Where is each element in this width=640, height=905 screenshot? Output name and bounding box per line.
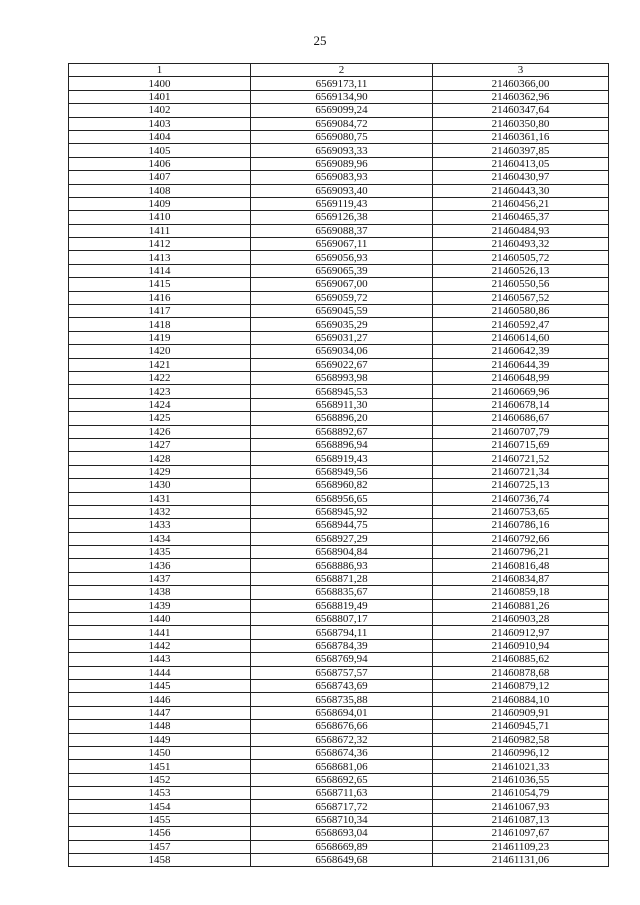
table-row: [69, 398, 609, 411]
cell-point-number: 1445: [69, 679, 251, 692]
table-row: [69, 211, 609, 224]
cell-x-coordinate: 6569034,06: [251, 345, 433, 358]
column-header-x: 2: [251, 64, 433, 77]
cell-point-number: 1443: [69, 653, 251, 666]
cell-y-coordinate: 21460505,72: [433, 251, 609, 264]
table-row: [69, 519, 609, 532]
table-row: [69, 827, 609, 840]
cell-y-coordinate: 21460881,26: [433, 599, 609, 612]
cell-point-number: 1436: [69, 559, 251, 572]
table-row: [69, 438, 609, 451]
cell-y-coordinate: 21460834,87: [433, 572, 609, 585]
cell-x-coordinate: 6568710,34: [251, 813, 433, 826]
table-row: [69, 746, 609, 759]
cell-point-number: 1414: [69, 264, 251, 277]
cell-point-number: 1425: [69, 412, 251, 425]
cell-point-number: 1456: [69, 827, 251, 840]
cell-point-number: 1407: [69, 171, 251, 184]
cell-y-coordinate: 21460885,62: [433, 653, 609, 666]
column-header-y: 3: [433, 64, 609, 77]
cell-point-number: 1401: [69, 90, 251, 103]
cell-y-coordinate: 21460909,91: [433, 706, 609, 719]
table-row: [69, 800, 609, 813]
cell-y-coordinate: 21461021,33: [433, 760, 609, 773]
cell-y-coordinate: 21460443,30: [433, 184, 609, 197]
cell-x-coordinate: 6568692,65: [251, 773, 433, 786]
cell-x-coordinate: 6568819,49: [251, 599, 433, 612]
cell-point-number: 1417: [69, 305, 251, 318]
table-row: [69, 331, 609, 344]
cell-point-number: 1423: [69, 385, 251, 398]
cell-y-coordinate: 21460465,37: [433, 211, 609, 224]
cell-y-coordinate: 21460350,80: [433, 117, 609, 130]
cell-x-coordinate: 6568892,67: [251, 425, 433, 438]
table-row: [69, 559, 609, 572]
cell-point-number: 1406: [69, 157, 251, 170]
cell-y-coordinate: 21460859,18: [433, 586, 609, 599]
cell-y-coordinate: 21460669,96: [433, 385, 609, 398]
table-row: [69, 184, 609, 197]
table-row: [69, 171, 609, 184]
table-row: [69, 854, 609, 867]
table-row: [69, 666, 609, 679]
table-row: [69, 840, 609, 853]
cell-x-coordinate: 6568717,72: [251, 800, 433, 813]
table-row: [69, 130, 609, 143]
cell-y-coordinate: 21460792,66: [433, 532, 609, 545]
cell-x-coordinate: 6569080,75: [251, 130, 433, 143]
table-row: [69, 492, 609, 505]
cell-x-coordinate: 6569093,40: [251, 184, 433, 197]
cell-y-coordinate: 21460903,28: [433, 613, 609, 626]
table-row: [69, 813, 609, 826]
cell-point-number: 1421: [69, 358, 251, 371]
cell-point-number: 1451: [69, 760, 251, 773]
cell-point-number: 1429: [69, 465, 251, 478]
cell-point-number: 1437: [69, 572, 251, 585]
table-row: [69, 599, 609, 612]
table-row: [69, 586, 609, 599]
table-row: [69, 626, 609, 639]
cell-y-coordinate: 21460580,86: [433, 305, 609, 318]
cell-x-coordinate: 6568807,17: [251, 613, 433, 626]
cell-point-number: 1424: [69, 398, 251, 411]
table-row: [69, 144, 609, 157]
cell-x-coordinate: 6568674,36: [251, 746, 433, 759]
cell-y-coordinate: 21460786,16: [433, 519, 609, 532]
cell-y-coordinate: 21460362,96: [433, 90, 609, 103]
table-row: [69, 318, 609, 331]
cell-point-number: 1400: [69, 77, 251, 90]
cell-point-number: 1426: [69, 425, 251, 438]
cell-x-coordinate: 6568949,56: [251, 465, 433, 478]
table-row: [69, 572, 609, 585]
cell-y-coordinate: 21460614,60: [433, 331, 609, 344]
cell-point-number: 1405: [69, 144, 251, 157]
cell-y-coordinate: 21460721,52: [433, 452, 609, 465]
cell-y-coordinate: 21460945,71: [433, 720, 609, 733]
cell-y-coordinate: 21460996,12: [433, 746, 609, 759]
cell-y-coordinate: 21460910,94: [433, 639, 609, 652]
cell-x-coordinate: 6568669,89: [251, 840, 433, 853]
table-row: [69, 77, 609, 90]
cell-point-number: 1419: [69, 331, 251, 344]
cell-x-coordinate: 6569067,11: [251, 238, 433, 251]
cell-x-coordinate: 6569067,00: [251, 278, 433, 291]
cell-x-coordinate: 6569059,72: [251, 291, 433, 304]
cell-x-coordinate: 6569035,29: [251, 318, 433, 331]
cell-x-coordinate: 6568896,94: [251, 438, 433, 451]
cell-x-coordinate: 6568676,66: [251, 720, 433, 733]
page-number: 25: [313, 33, 327, 48]
cell-y-coordinate: 21460721,34: [433, 465, 609, 478]
cell-x-coordinate: 6568871,28: [251, 572, 433, 585]
cell-y-coordinate: 21460678,14: [433, 398, 609, 411]
cell-x-coordinate: 6569089,96: [251, 157, 433, 170]
cell-x-coordinate: 6568919,43: [251, 452, 433, 465]
table-row: [69, 371, 609, 384]
cell-point-number: 1435: [69, 546, 251, 559]
table-row: [69, 104, 609, 117]
cell-y-coordinate: 21460644,39: [433, 358, 609, 371]
column-header-point-number: 1: [69, 64, 251, 77]
table-row: [69, 465, 609, 478]
cell-point-number: 1446: [69, 693, 251, 706]
table-row: [69, 706, 609, 719]
table-row: [69, 425, 609, 438]
cell-point-number: 1454: [69, 800, 251, 813]
cell-point-number: 1408: [69, 184, 251, 197]
cell-x-coordinate: 6568649,68: [251, 854, 433, 867]
table-row: [69, 546, 609, 559]
cell-x-coordinate: 6568784,39: [251, 639, 433, 652]
cell-point-number: 1452: [69, 773, 251, 786]
cell-y-coordinate: 21460567,52: [433, 291, 609, 304]
cell-point-number: 1415: [69, 278, 251, 291]
table-row: [69, 90, 609, 103]
table-body: [69, 77, 609, 867]
coordinates-table: [68, 63, 609, 867]
cell-x-coordinate: 6568944,75: [251, 519, 433, 532]
table-row: [69, 358, 609, 371]
cell-y-coordinate: 21460493,32: [433, 238, 609, 251]
table-row: [69, 157, 609, 170]
table-row: [69, 452, 609, 465]
cell-point-number: 1416: [69, 291, 251, 304]
cell-y-coordinate: 21460982,58: [433, 733, 609, 746]
table-header-row: [69, 64, 609, 77]
cell-point-number: 1431: [69, 492, 251, 505]
cell-y-coordinate: 21460816,48: [433, 559, 609, 572]
cell-y-coordinate: 21460550,56: [433, 278, 609, 291]
cell-point-number: 1457: [69, 840, 251, 853]
table-row: [69, 613, 609, 626]
cell-point-number: 1439: [69, 599, 251, 612]
cell-y-coordinate: 21460736,74: [433, 492, 609, 505]
cell-y-coordinate: 21460879,12: [433, 679, 609, 692]
table-row: [69, 385, 609, 398]
cell-point-number: 1455: [69, 813, 251, 826]
cell-point-number: 1418: [69, 318, 251, 331]
cell-point-number: 1420: [69, 345, 251, 358]
table-row: [69, 305, 609, 318]
table-row: [69, 479, 609, 492]
cell-x-coordinate: 6568794,11: [251, 626, 433, 639]
table-row: [69, 505, 609, 518]
cell-x-coordinate: 6569031,27: [251, 331, 433, 344]
table-row: [69, 532, 609, 545]
cell-x-coordinate: 6568711,63: [251, 787, 433, 800]
cell-y-coordinate: 21460753,65: [433, 505, 609, 518]
cell-y-coordinate: 21460526,13: [433, 264, 609, 277]
cell-y-coordinate: 21460347,64: [433, 104, 609, 117]
cell-point-number: 1441: [69, 626, 251, 639]
cell-y-coordinate: 21460686,67: [433, 412, 609, 425]
cell-y-coordinate: 21461087,13: [433, 813, 609, 826]
cell-x-coordinate: 6569134,90: [251, 90, 433, 103]
table-row: [69, 760, 609, 773]
cell-y-coordinate: 21460642,39: [433, 345, 609, 358]
cell-point-number: 1413: [69, 251, 251, 264]
cell-y-coordinate: 21460796,21: [433, 546, 609, 559]
cell-x-coordinate: 6568927,29: [251, 532, 433, 545]
table-row: [69, 733, 609, 746]
table-row: [69, 197, 609, 210]
cell-y-coordinate: 21460413,05: [433, 157, 609, 170]
cell-point-number: 1440: [69, 613, 251, 626]
cell-point-number: 1438: [69, 586, 251, 599]
table-row: [69, 679, 609, 692]
cell-y-coordinate: 21460715,69: [433, 438, 609, 451]
table-row: [69, 278, 609, 291]
cell-y-coordinate: 21460456,21: [433, 197, 609, 210]
cell-y-coordinate: 21461109,23: [433, 840, 609, 853]
cell-x-coordinate: 6568743,69: [251, 679, 433, 692]
cell-y-coordinate: 21461067,93: [433, 800, 609, 813]
cell-x-coordinate: 6568735,88: [251, 693, 433, 706]
cell-y-coordinate: 21460884,10: [433, 693, 609, 706]
table-row: [69, 224, 609, 237]
cell-point-number: 1428: [69, 452, 251, 465]
cell-y-coordinate: 21461036,55: [433, 773, 609, 786]
cell-x-coordinate: 6569045,59: [251, 305, 433, 318]
cell-x-coordinate: 6569126,38: [251, 211, 433, 224]
cell-x-coordinate: 6569083,93: [251, 171, 433, 184]
cell-x-coordinate: 6568911,30: [251, 398, 433, 411]
table-row: [69, 264, 609, 277]
cell-x-coordinate: 6569088,37: [251, 224, 433, 237]
cell-x-coordinate: 6568945,92: [251, 505, 433, 518]
cell-y-coordinate: 21460430,97: [433, 171, 609, 184]
cell-x-coordinate: 6568896,20: [251, 412, 433, 425]
cell-x-coordinate: 6568960,82: [251, 479, 433, 492]
cell-x-coordinate: 6569093,33: [251, 144, 433, 157]
cell-x-coordinate: 6569022,67: [251, 358, 433, 371]
cell-point-number: 1447: [69, 706, 251, 719]
cell-y-coordinate: 21460484,93: [433, 224, 609, 237]
cell-y-coordinate: 21460878,68: [433, 666, 609, 679]
cell-y-coordinate: 21461131,06: [433, 854, 609, 867]
cell-x-coordinate: 6569056,93: [251, 251, 433, 264]
table-row: [69, 291, 609, 304]
cell-point-number: 1453: [69, 787, 251, 800]
cell-x-coordinate: 6569119,43: [251, 197, 433, 210]
cell-x-coordinate: 6568835,67: [251, 586, 433, 599]
cell-point-number: 1430: [69, 479, 251, 492]
cell-y-coordinate: 21460366,00: [433, 77, 609, 90]
cell-x-coordinate: 6568672,32: [251, 733, 433, 746]
cell-point-number: 1444: [69, 666, 251, 679]
cell-point-number: 1442: [69, 639, 251, 652]
cell-point-number: 1411: [69, 224, 251, 237]
table-row: [69, 345, 609, 358]
cell-y-coordinate: 21460592,47: [433, 318, 609, 331]
cell-point-number: 1433: [69, 519, 251, 532]
cell-point-number: 1403: [69, 117, 251, 130]
cell-point-number: 1450: [69, 746, 251, 759]
cell-x-coordinate: 6568694,01: [251, 706, 433, 719]
table-row: [69, 639, 609, 652]
cell-x-coordinate: 6568956,65: [251, 492, 433, 505]
table-row: [69, 720, 609, 733]
cell-point-number: 1402: [69, 104, 251, 117]
cell-point-number: 1410: [69, 211, 251, 224]
cell-point-number: 1434: [69, 532, 251, 545]
table-row: [69, 787, 609, 800]
cell-y-coordinate: 21460725,13: [433, 479, 609, 492]
cell-point-number: 1432: [69, 505, 251, 518]
table-row: [69, 251, 609, 264]
table-row: [69, 238, 609, 251]
cell-y-coordinate: 21461054,79: [433, 787, 609, 800]
cell-y-coordinate: 21460912,97: [433, 626, 609, 639]
cell-x-coordinate: 6568757,57: [251, 666, 433, 679]
table-row: [69, 412, 609, 425]
cell-x-coordinate: 6569084,72: [251, 117, 433, 130]
cell-y-coordinate: 21460397,85: [433, 144, 609, 157]
cell-x-coordinate: 6568681,06: [251, 760, 433, 773]
cell-point-number: 1422: [69, 371, 251, 384]
cell-x-coordinate: 6568769,94: [251, 653, 433, 666]
table-row: [69, 773, 609, 786]
cell-point-number: 1409: [69, 197, 251, 210]
cell-y-coordinate: 21460707,79: [433, 425, 609, 438]
cell-y-coordinate: 21460361,16: [433, 130, 609, 143]
cell-x-coordinate: 6569099,24: [251, 104, 433, 117]
cell-point-number: 1458: [69, 854, 251, 867]
cell-point-number: 1427: [69, 438, 251, 451]
cell-point-number: 1449: [69, 733, 251, 746]
cell-x-coordinate: 6568904,84: [251, 546, 433, 559]
cell-x-coordinate: 6568693,04: [251, 827, 433, 840]
table-row: [69, 117, 609, 130]
cell-x-coordinate: 6568993,98: [251, 371, 433, 384]
cell-x-coordinate: 6569065,39: [251, 264, 433, 277]
table-row: [69, 653, 609, 666]
cell-point-number: 1404: [69, 130, 251, 143]
cell-point-number: 1412: [69, 238, 251, 251]
table-row: [69, 693, 609, 706]
cell-point-number: 1448: [69, 720, 251, 733]
cell-x-coordinate: 6568886,93: [251, 559, 433, 572]
cell-y-coordinate: 21460648,99: [433, 371, 609, 384]
cell-y-coordinate: 21461097,67: [433, 827, 609, 840]
cell-x-coordinate: 6568945,53: [251, 385, 433, 398]
cell-x-coordinate: 6569173,11: [251, 77, 433, 90]
